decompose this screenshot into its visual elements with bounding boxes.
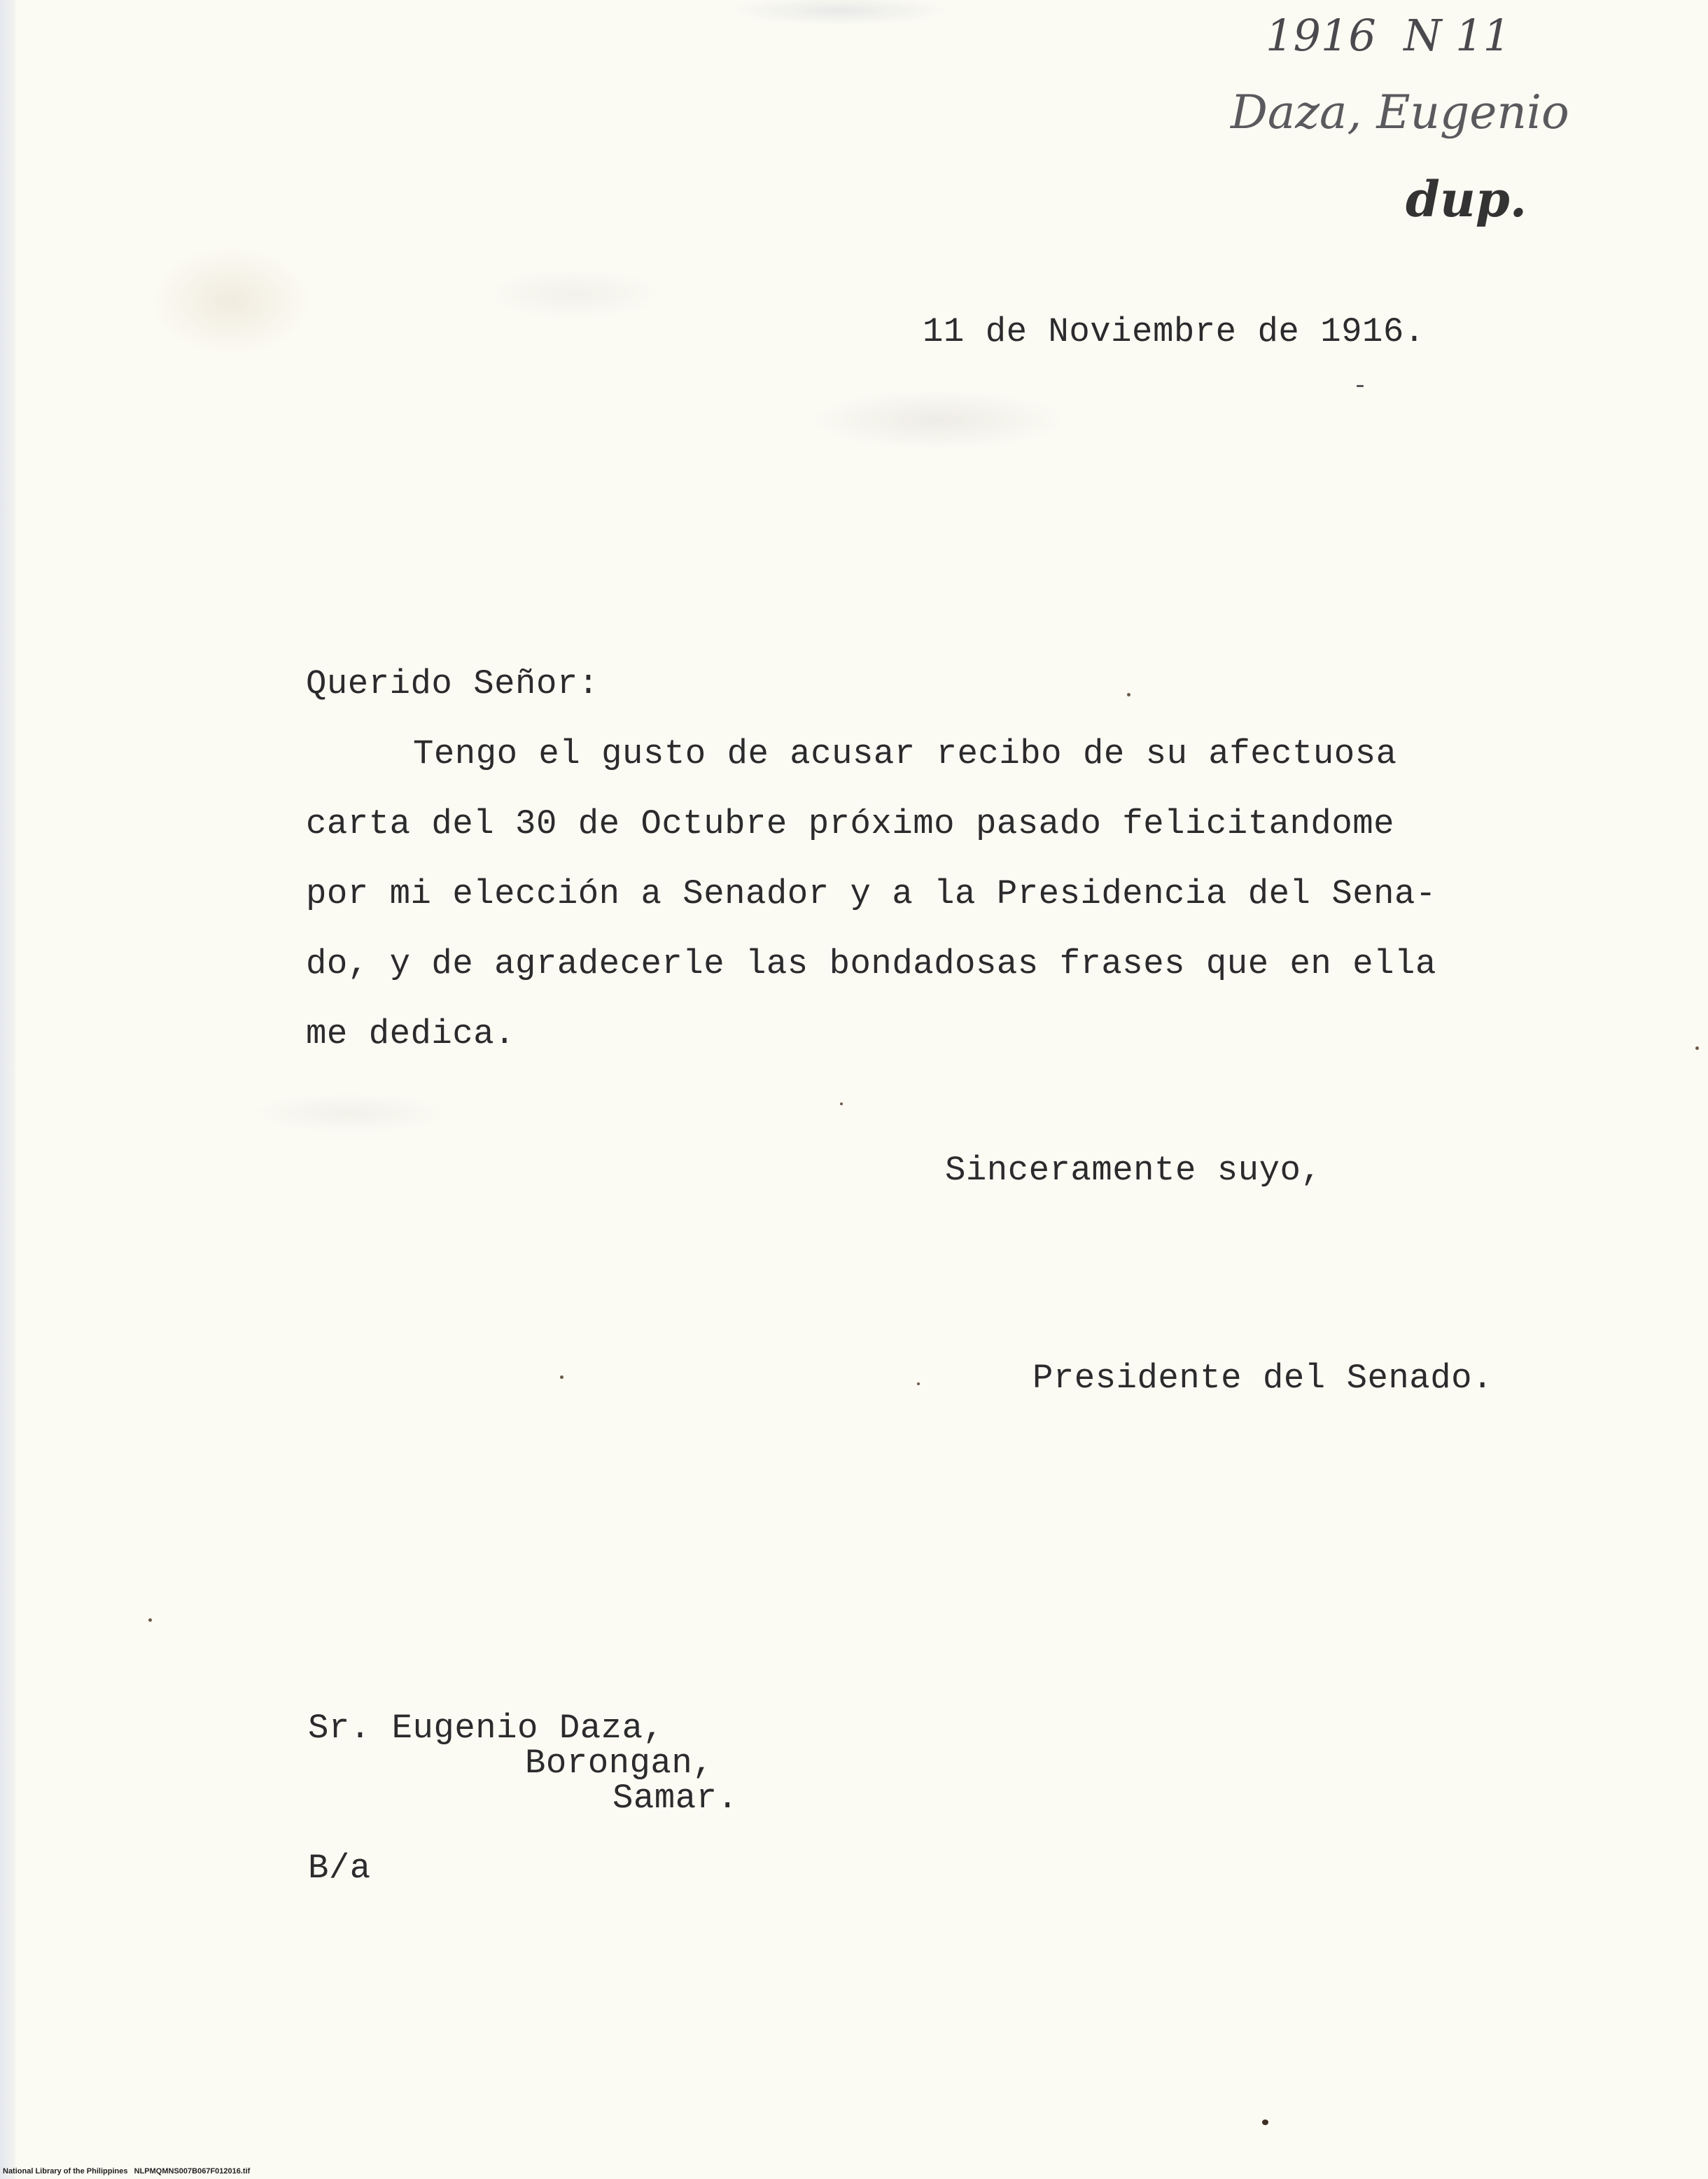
handwritten-name: Daza, Eugenio <box>1231 85 1569 139</box>
letter-date: 11 de Noviembre de 1916. <box>923 312 1425 351</box>
file-code: NLPMQMNS007B067F012016.tif <box>134 2167 251 2176</box>
closing: Sinceramente suyo, <box>945 1151 1322 1190</box>
paper-speck <box>1695 1046 1699 1050</box>
scan-footer <box>3 2168 250 2176</box>
paper-speck <box>840 1102 843 1105</box>
paper-speck <box>1357 385 1364 387</box>
paper-speck <box>1262 2120 1268 2125</box>
body-line-4: do, y de agradecerle las bondadosas frases que en ella <box>306 944 1436 983</box>
signature-title: Presidente del Senado. <box>1032 1359 1493 1398</box>
handwritten-mark: dup. <box>1406 170 1527 228</box>
body-line-5: me dedica. <box>306 1014 516 1053</box>
recipient-town: Borongan, <box>525 1744 714 1783</box>
handwritten-year-number: 1916 N 11 <box>1266 10 1511 61</box>
archive-label: National Library of the Philippines <box>3 2167 128 2176</box>
recipient-name: Sr. Eugenio Daza, <box>308 1709 664 1748</box>
paper-speck <box>917 1382 920 1385</box>
body-line-3: por mi elección a Senador y a la Presidencia del Sena- <box>306 874 1436 913</box>
salutation: Querido Señor: <box>306 664 599 703</box>
paper-speck <box>560 1375 564 1379</box>
body-line-2: carta del 30 de Octubre próximo pasado felicitandome <box>306 804 1395 843</box>
paper-speck <box>148 1618 152 1622</box>
page-edge <box>0 0 15 2179</box>
paper-speck <box>1127 693 1130 696</box>
body-line-1: Tengo el gusto de acusar recibo de su afectuosa <box>413 734 1397 773</box>
typist-initials: B/a <box>308 1849 371 1888</box>
recipient-province: Samar. <box>612 1779 738 1818</box>
